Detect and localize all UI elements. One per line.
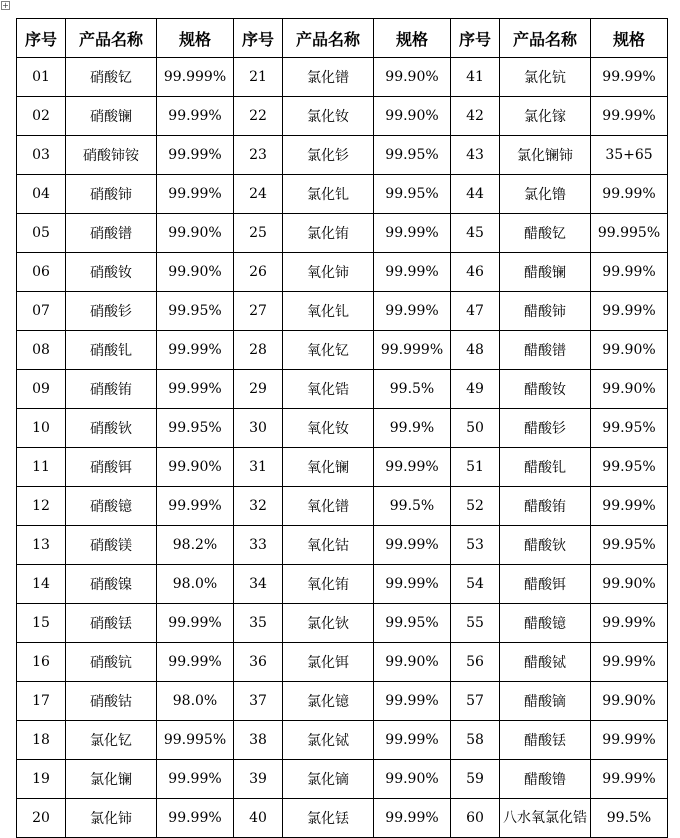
spec-cell: 99.99% (374, 253, 451, 292)
serial-cell: 24 (234, 175, 283, 214)
serial-cell: 38 (234, 721, 283, 760)
spec-cell: 99.95% (591, 409, 668, 448)
spec-cell: 99.90% (157, 448, 234, 487)
serial-cell: 19 (17, 760, 66, 799)
serial-cell: 35 (234, 604, 283, 643)
spec-cell: 99.90% (374, 760, 451, 799)
product-name-cell: 硝酸铥 (66, 604, 157, 643)
spec-cell: 99.99% (374, 721, 451, 760)
product-name-cell: 硝酸钕 (66, 253, 157, 292)
spec-cell: 99.90% (374, 643, 451, 682)
spec-cell: 99.99% (157, 799, 234, 838)
serial-cell: 47 (451, 292, 500, 331)
serial-cell: 08 (17, 331, 66, 370)
spec-cell: 99.99% (374, 292, 451, 331)
serial-cell: 51 (451, 448, 500, 487)
header-spec-3: 规格 (591, 19, 668, 58)
header-serial-1: 序号 (17, 19, 66, 58)
serial-cell: 17 (17, 682, 66, 721)
serial-cell: 23 (234, 136, 283, 175)
serial-cell: 48 (451, 331, 500, 370)
spec-cell: 99.95% (157, 409, 234, 448)
spec-cell: 99.995% (591, 214, 668, 253)
product-name-cell: 氧化钆 (283, 292, 374, 331)
serial-cell: 06 (17, 253, 66, 292)
table-row (17, 409, 668, 448)
serial-cell: 12 (17, 487, 66, 526)
table-row (17, 175, 668, 214)
serial-cell: 32 (234, 487, 283, 526)
spec-cell: 99.99% (374, 214, 451, 253)
product-name-cell: 硝酸镱 (66, 487, 157, 526)
serial-cell: 27 (234, 292, 283, 331)
spec-cell: 99.999% (157, 58, 234, 97)
product-name-cell: 氧化铈 (283, 253, 374, 292)
serial-cell: 60 (451, 799, 500, 838)
header-spec-2: 规格 (374, 19, 451, 58)
serial-cell: 39 (234, 760, 283, 799)
product-name-cell: 氯化镧铈 (500, 136, 591, 175)
serial-cell: 45 (451, 214, 500, 253)
spec-cell: 99.99% (157, 487, 234, 526)
serial-cell: 34 (234, 565, 283, 604)
product-name-cell: 氯化铒 (283, 643, 374, 682)
spec-cell: 99.90% (374, 97, 451, 136)
serial-cell: 22 (234, 97, 283, 136)
spec-cell: 99.5% (374, 487, 451, 526)
serial-cell: 36 (234, 643, 283, 682)
product-name-cell: 硝酸铈 (66, 175, 157, 214)
serial-cell: 11 (17, 448, 66, 487)
table-row (17, 604, 668, 643)
serial-cell: 57 (451, 682, 500, 721)
product-name-cell: 硝酸镧 (66, 97, 157, 136)
serial-cell: 03 (17, 136, 66, 175)
table-row (17, 214, 668, 253)
product-name-cell: 硝酸镨 (66, 214, 157, 253)
spec-cell: 99.90% (591, 682, 668, 721)
table-row (17, 526, 668, 565)
product-name-cell: 硝酸镁 (66, 526, 157, 565)
product-name-cell: 硝酸钪 (66, 643, 157, 682)
spec-cell: 99.90% (157, 214, 234, 253)
serial-cell: 56 (451, 643, 500, 682)
serial-cell: 52 (451, 487, 500, 526)
product-name-cell: 醋酸铽 (500, 643, 591, 682)
product-name-cell: 醋酸镨 (500, 331, 591, 370)
spec-cell: 99.99% (374, 565, 451, 604)
spec-cell: 98.0% (157, 565, 234, 604)
spec-cell: 99.99% (157, 604, 234, 643)
table-row (17, 643, 668, 682)
spec-cell: 99.99% (374, 799, 451, 838)
product-name-cell: 氯化镧 (66, 760, 157, 799)
spec-cell: 99.99% (591, 292, 668, 331)
spec-cell: 99.99% (157, 331, 234, 370)
serial-cell: 28 (234, 331, 283, 370)
product-name-cell: 八水氧氯化锆 (500, 799, 591, 838)
spec-cell: 99.95% (591, 448, 668, 487)
product-name-cell: 硝酸镍 (66, 565, 157, 604)
table-row (17, 58, 668, 97)
product-name-cell: 氧化钕 (283, 409, 374, 448)
product-name-cell: 氯化钆 (283, 175, 374, 214)
product-name-cell: 醋酸镝 (500, 682, 591, 721)
serial-cell: 59 (451, 760, 500, 799)
product-name-cell: 硝酸钬 (66, 409, 157, 448)
product-name-cell: 氯化钐 (283, 136, 374, 175)
product-name-cell: 醋酸镱 (500, 604, 591, 643)
spec-cell: 98.0% (157, 682, 234, 721)
product-name-cell: 氯化钪 (500, 58, 591, 97)
spec-cell: 99.90% (374, 58, 451, 97)
serial-cell: 15 (17, 604, 66, 643)
product-name-cell: 醋酸镥 (500, 760, 591, 799)
product-name-cell: 氯化钬 (283, 604, 374, 643)
spec-cell: 99.99% (157, 175, 234, 214)
serial-cell: 43 (451, 136, 500, 175)
spec-cell: 99.5% (591, 799, 668, 838)
serial-cell: 05 (17, 214, 66, 253)
serial-cell: 14 (17, 565, 66, 604)
spec-cell: 99.95% (591, 526, 668, 565)
table-move-handle-icon[interactable]: + (2, 1, 9, 10)
serial-cell: 16 (17, 643, 66, 682)
product-name-cell: 硝酸钴 (66, 682, 157, 721)
spec-cell: 99.99% (591, 175, 668, 214)
serial-cell: 42 (451, 97, 500, 136)
serial-cell: 44 (451, 175, 500, 214)
product-name-cell: 醋酸铒 (500, 565, 591, 604)
product-name-cell: 氯化镓 (500, 97, 591, 136)
serial-cell: 50 (451, 409, 500, 448)
spec-cell: 99.99% (374, 526, 451, 565)
serial-cell: 29 (234, 370, 283, 409)
serial-cell: 01 (17, 58, 66, 97)
table-row (17, 448, 668, 487)
serial-cell: 25 (234, 214, 283, 253)
product-name-cell: 醋酸钐 (500, 409, 591, 448)
spec-cell: 99.99% (157, 97, 234, 136)
spec-cell: 35+65 (591, 136, 668, 175)
table-row (17, 253, 668, 292)
product-name-cell: 醋酸铥 (500, 721, 591, 760)
product-name-cell: 硝酸铒 (66, 448, 157, 487)
serial-cell: 53 (451, 526, 500, 565)
serial-cell: 04 (17, 175, 66, 214)
serial-cell: 26 (234, 253, 283, 292)
product-name-cell: 醋酸钇 (500, 214, 591, 253)
product-name-cell: 氯化镨 (283, 58, 374, 97)
serial-cell: 18 (17, 721, 66, 760)
spec-cell: 98.2% (157, 526, 234, 565)
spec-cell: 99.99% (591, 604, 668, 643)
product-name-cell: 醋酸钆 (500, 448, 591, 487)
serial-cell: 58 (451, 721, 500, 760)
serial-cell: 07 (17, 292, 66, 331)
spec-cell: 99.99% (157, 643, 234, 682)
spec-cell: 99.99% (374, 682, 451, 721)
spec-cell: 99.95% (374, 604, 451, 643)
product-name-cell: 醋酸铈 (500, 292, 591, 331)
product-name-cell: 硝酸钆 (66, 331, 157, 370)
serial-cell: 55 (451, 604, 500, 643)
spec-cell: 99.99% (591, 760, 668, 799)
serial-cell: 31 (234, 448, 283, 487)
product-name-cell: 硝酸铈铵 (66, 136, 157, 175)
product-name-cell: 氯化钇 (66, 721, 157, 760)
header-serial-3: 序号 (451, 19, 500, 58)
spec-cell: 99.99% (591, 253, 668, 292)
product-name-cell: 醋酸铕 (500, 487, 591, 526)
product-name-cell: 醋酸钬 (500, 526, 591, 565)
spec-cell: 99.99% (374, 448, 451, 487)
spec-cell: 99.90% (591, 565, 668, 604)
table-row (17, 97, 668, 136)
spec-cell: 99.90% (591, 370, 668, 409)
table-row (17, 487, 668, 526)
serial-cell: 41 (451, 58, 500, 97)
spec-cell: 99.999% (374, 331, 451, 370)
spec-cell: 99.5% (374, 370, 451, 409)
table-body (17, 58, 668, 838)
spec-cell: 99.9% (374, 409, 451, 448)
header-product-name-1: 产品名称 (66, 19, 157, 58)
spec-cell: 99.99% (157, 370, 234, 409)
spec-cell: 99.99% (591, 721, 668, 760)
spec-cell: 99.99% (591, 643, 668, 682)
serial-cell: 30 (234, 409, 283, 448)
product-spec-table (16, 18, 668, 838)
product-name-cell: 氯化镥 (500, 175, 591, 214)
serial-cell: 40 (234, 799, 283, 838)
product-name-cell: 氯化铽 (283, 721, 374, 760)
serial-cell: 09 (17, 370, 66, 409)
product-name-cell: 氧化钴 (283, 526, 374, 565)
serial-cell: 33 (234, 526, 283, 565)
spec-cell: 99.995% (157, 721, 234, 760)
product-name-cell: 氧化镨 (283, 487, 374, 526)
serial-cell: 49 (451, 370, 500, 409)
header-serial-2: 序号 (234, 19, 283, 58)
serial-cell: 37 (234, 682, 283, 721)
product-name-cell: 硝酸钇 (66, 58, 157, 97)
serial-cell: 46 (451, 253, 500, 292)
spec-cell: 99.99% (157, 760, 234, 799)
product-name-cell: 氯化铕 (283, 214, 374, 253)
product-name-cell: 醋酸镧 (500, 253, 591, 292)
serial-cell: 02 (17, 97, 66, 136)
product-name-cell: 氯化铥 (283, 799, 374, 838)
product-name-cell: 氧化锆 (283, 370, 374, 409)
serial-cell: 54 (451, 565, 500, 604)
header-product-name-2: 产品名称 (283, 19, 374, 58)
spec-cell: 99.99% (591, 487, 668, 526)
table-row (17, 721, 668, 760)
product-name-cell: 氧化镧 (283, 448, 374, 487)
table-header-row (17, 19, 668, 58)
serial-cell: 21 (234, 58, 283, 97)
spec-cell: 99.90% (157, 253, 234, 292)
product-name-cell: 氧化铕 (283, 565, 374, 604)
table-row (17, 682, 668, 721)
product-name-cell: 氯化镱 (283, 682, 374, 721)
header-spec-1: 规格 (157, 19, 234, 58)
spec-cell: 99.95% (374, 175, 451, 214)
table-row (17, 370, 668, 409)
table-row (17, 760, 668, 799)
table-row (17, 565, 668, 604)
spec-cell: 99.99% (591, 58, 668, 97)
table-row (17, 331, 668, 370)
spec-cell: 99.90% (591, 331, 668, 370)
product-name-cell: 硝酸钐 (66, 292, 157, 331)
serial-cell: 20 (17, 799, 66, 838)
product-name-cell: 硝酸铕 (66, 370, 157, 409)
table-row (17, 292, 668, 331)
product-name-cell: 氧化钇 (283, 331, 374, 370)
product-name-cell: 醋酸钕 (500, 370, 591, 409)
product-name-cell: 氯化铈 (66, 799, 157, 838)
spec-cell: 99.95% (374, 136, 451, 175)
table-row (17, 136, 668, 175)
spec-cell: 99.95% (157, 292, 234, 331)
spec-cell: 99.99% (591, 97, 668, 136)
serial-cell: 10 (17, 409, 66, 448)
spec-cell: 99.99% (157, 136, 234, 175)
serial-cell: 13 (17, 526, 66, 565)
product-name-cell: 氯化镝 (283, 760, 374, 799)
product-name-cell: 氯化钕 (283, 97, 374, 136)
header-product-name-3: 产品名称 (500, 19, 591, 58)
